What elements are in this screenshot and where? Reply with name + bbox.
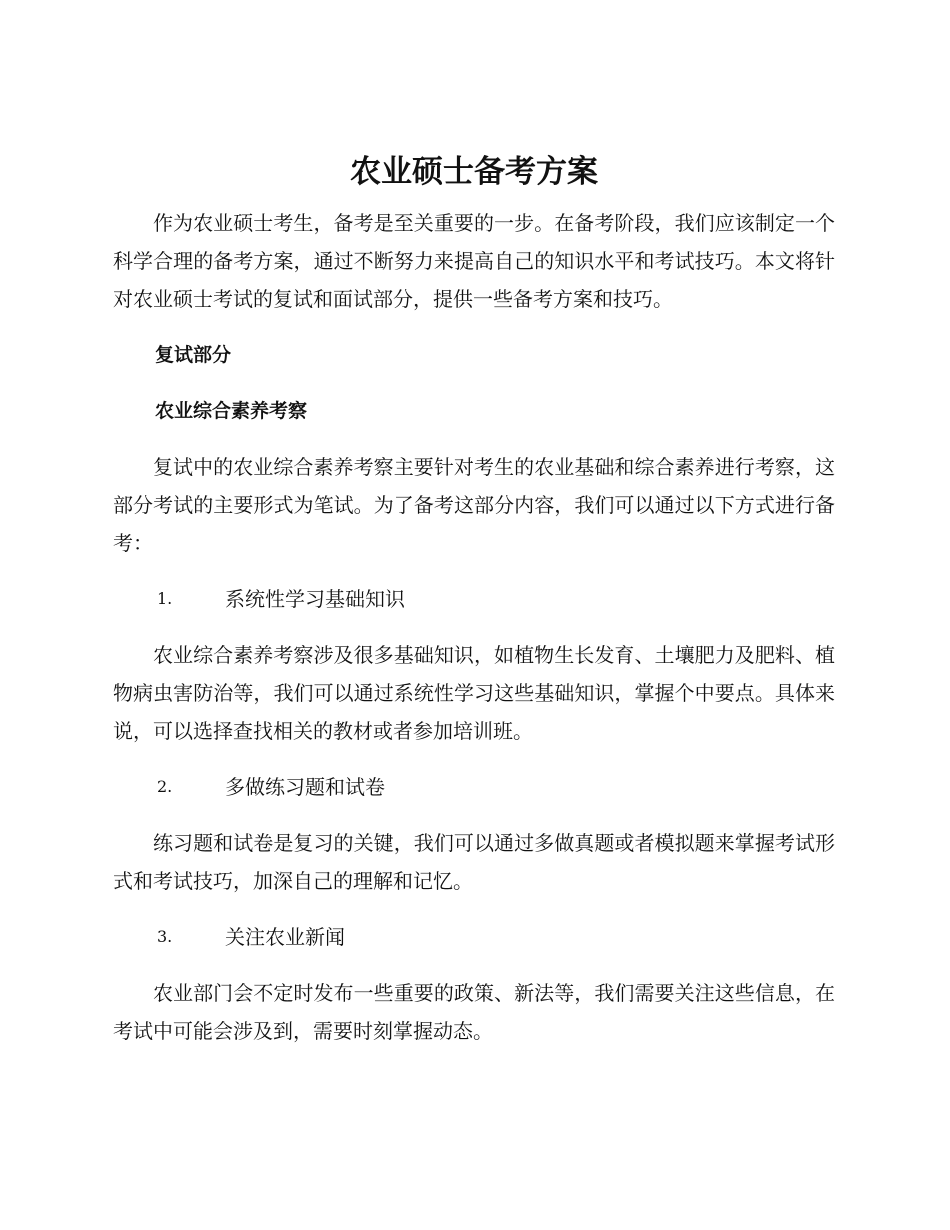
list-number: 1. [157,589,173,608]
spacer [113,956,835,974]
list-item-body: 农业综合素养考察涉及很多基础知识，如植物生长发育、土壤肥力及肥料、植物病虫害防治等，我们可以通过系统性学习这些基础知识，掌握个中要点。具体来说，可以选择查找相关的教材或者参加培训班。 [113,643,835,743]
list-item-label: 多做练习题和试卷 [225,775,385,799]
list-item-label: 系统性学习基础知识 [225,587,405,611]
list-item-body: 农业部门会不定时发布一些重要的政策、新法等，我们需要关注这些信息，在考试中可能会涉及到，需要时刻掌握动态。 [113,981,835,1043]
document-title: 农业硕士备考方案 [350,154,598,190]
subsection-intro-paragraph: 复试中的农业综合素养考察主要针对考生的农业基础和综合素养进行考察，这部分考试的主要形式为笔试。为了备考这部分内容，我们可以通过以下方式进行备考： [113,455,835,555]
spacer [113,618,835,636]
spacer [113,318,835,336]
spacer [113,806,835,824]
list-number: 3. [157,927,173,946]
spacer [113,750,835,768]
spacer [113,430,835,448]
intro-paragraph: 作为农业硕士考生，备考是至关重要的一步。在备考阶段，我们应该制定一个科学合理的备考方案，通过不断努力来提高自己的知识水平和考试技巧。本文将针对农业硕士考试的复试和面试部分，提供一些备考方案和技巧。 [113,211,835,311]
list-item-title [113,768,835,806]
list-item-body: 练习题和试卷是复习的关键，我们可以通过多做真题或者模拟题来掌握考试形式和考试技巧，加深自己的理解和记忆。 [113,831,835,893]
list-item-label: 关注农业新闻 [225,925,345,949]
list-number: 2. [157,777,173,796]
list-item-title [113,918,835,956]
spacer [113,374,835,392]
list-item-title [113,580,835,618]
subsection-heading: 农业综合素养考察 [155,400,308,422]
spacer [113,900,835,918]
spacer [113,562,835,580]
document-page [113,140,835,1050]
section-heading: 复试部分 [155,344,232,366]
